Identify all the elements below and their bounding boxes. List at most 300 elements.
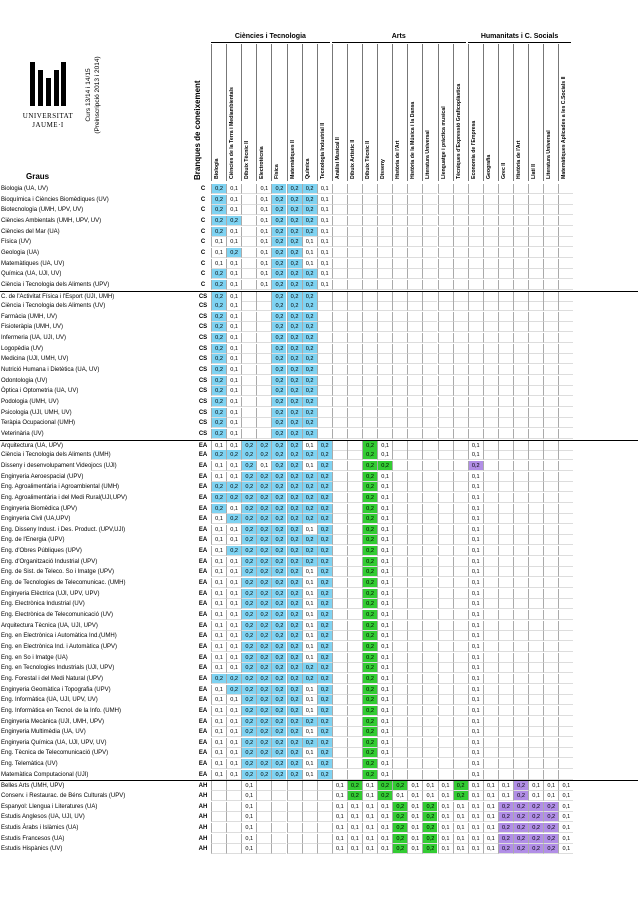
weight-cell [498, 450, 513, 460]
weight-cell: 0,1 [211, 514, 226, 524]
weight-cell: 0,2 [302, 216, 317, 226]
weight-cell: 0,2 [271, 674, 286, 684]
weight-cell [543, 525, 558, 535]
weight-cell [438, 685, 453, 695]
weight-cell: 0,1 [468, 663, 483, 673]
weight-cell [483, 376, 498, 386]
weight-cell: 0,2 [317, 493, 332, 503]
weight-cell [528, 599, 543, 609]
weight-cell [347, 441, 362, 451]
weight-cell: 0,1 [377, 504, 392, 514]
branch-code: EA [198, 761, 208, 768]
weight-cell [226, 781, 241, 791]
weight-cell [543, 567, 558, 577]
weight-cell [468, 248, 483, 258]
weight-cell [422, 418, 437, 428]
table-row [0, 610, 638, 620]
weight-cell: 0,2 [226, 248, 241, 258]
weight-cell [332, 717, 347, 727]
weight-cell [256, 397, 271, 407]
weight-cell: 0,1 [211, 535, 226, 545]
weight-cell: 0,1 [377, 663, 392, 673]
weight-cell [528, 578, 543, 588]
weight-cell: 0,2 [422, 844, 437, 854]
subject-header-20 [513, 44, 529, 181]
weight-cell [332, 674, 347, 684]
group-header-1: Arts [332, 32, 466, 43]
weight-cell: 0,1 [302, 695, 317, 705]
weight-cell: 0,1 [302, 567, 317, 577]
weight-cell: 0,2 [317, 727, 332, 737]
table-row [0, 514, 638, 524]
degree-name: Fisioteràpia (UMH, UV) [1, 324, 64, 331]
branch-code: AH [198, 793, 208, 800]
table-row [0, 727, 638, 737]
weight-cell [438, 610, 453, 620]
weight-cell [377, 237, 392, 247]
table-row [0, 248, 638, 258]
weight-cell [558, 663, 573, 673]
weight-cell [407, 578, 422, 588]
branch-code: EA [198, 526, 208, 533]
weight-cell: 0,2 [256, 450, 271, 460]
weight-cell: 0,2 [211, 408, 226, 418]
degree-name: Eng. d'Organització Industrial (UPV) [1, 558, 98, 565]
weight-cell: 0,2 [302, 312, 317, 322]
weight-cell [407, 322, 422, 332]
weight-cell [347, 759, 362, 769]
weight-cell [332, 184, 347, 194]
weight-cell: 0,1 [241, 781, 256, 791]
weight-cell: 0,2 [256, 706, 271, 716]
weight-cell: 0,1 [226, 642, 241, 652]
weight-cell [241, 301, 256, 311]
weight-cell: 0,2 [302, 514, 317, 524]
weight-cell [513, 322, 528, 332]
subject-label: Ciències de la Terra i Mediambientals [229, 87, 236, 179]
weight-cell [347, 216, 362, 226]
weight-cell: 0,1 [317, 216, 332, 226]
weight-cell [392, 301, 407, 311]
weight-cell [483, 642, 498, 652]
weight-cell [438, 292, 453, 302]
branch-code: C [200, 217, 206, 224]
weight-cell [498, 259, 513, 269]
weight-cell: 0,2 [287, 280, 302, 290]
branch-code: EA [198, 729, 208, 736]
weight-cell [513, 621, 528, 631]
weight-cell: 0,2 [302, 205, 317, 215]
weight-cell: 0,2 [211, 322, 226, 332]
weight-cell [483, 344, 498, 354]
weight-cell [438, 322, 453, 332]
weight-cell [362, 292, 377, 302]
weight-cell: 0,2 [211, 450, 226, 460]
weight-cell: 0,2 [362, 535, 377, 545]
weight-cell [483, 631, 498, 641]
weight-cell [256, 333, 271, 343]
weight-cell: 0,2 [271, 706, 286, 716]
branch-code: EA [198, 569, 208, 576]
weight-cell [422, 301, 437, 311]
weight-cell [498, 599, 513, 609]
weight-cell: 0,1 [468, 791, 483, 801]
weight-cell [377, 184, 392, 194]
weight-cell: 0,2 [287, 184, 302, 194]
weight-cell: 0,1 [226, 472, 241, 482]
weight-cell [241, 237, 256, 247]
weight-cell: 0,1 [377, 706, 392, 716]
branch-code: EA [198, 442, 208, 449]
weight-cell [392, 376, 407, 386]
weight-cell [453, 535, 468, 545]
weight-cell: 0,1 [317, 280, 332, 290]
weight-cell: 0,1 [211, 738, 226, 748]
weight-cell [558, 727, 573, 737]
weight-cell [347, 301, 362, 311]
weight-cell [558, 759, 573, 769]
weight-cell: 0,1 [226, 344, 241, 354]
weight-cell [558, 450, 573, 460]
degree-name: Química (UA, UJI, UV) [1, 271, 62, 278]
weight-cell: 0,1 [468, 557, 483, 567]
weight-cell [453, 216, 468, 226]
weight-cell [332, 578, 347, 588]
weight-cell: 0,1 [211, 441, 226, 451]
weight-cell: 0,2 [271, 535, 286, 545]
weight-cell [422, 706, 437, 716]
weight-cell [332, 429, 347, 439]
table-row [0, 663, 638, 673]
weight-cell [347, 450, 362, 460]
weight-cell [392, 418, 407, 428]
weight-cell: 0,1 [468, 812, 483, 822]
weight-cell [422, 344, 437, 354]
weight-cell [392, 514, 407, 524]
weight-cell [543, 376, 558, 386]
weight-cell: 0,2 [287, 535, 302, 545]
branch-code: CS [198, 377, 208, 384]
weight-cell: 0,2 [317, 653, 332, 663]
weight-cell [407, 450, 422, 460]
table-row [0, 599, 638, 609]
branch-code: CS [198, 420, 208, 427]
weight-cell: 0,2 [362, 514, 377, 524]
university-logo [20, 60, 76, 148]
weight-cell: 0,2 [362, 663, 377, 673]
course-caption [84, 45, 124, 145]
weight-cell: 0,1 [377, 450, 392, 460]
weight-cell [453, 301, 468, 311]
weight-cell [498, 748, 513, 758]
weight-cell: 0,1 [468, 610, 483, 620]
weight-cell [332, 312, 347, 322]
branch-code: C [200, 186, 206, 192]
degree-name: Ciències Ambientals (UMH, UPV, UV) [1, 217, 102, 224]
weight-cell [528, 429, 543, 439]
weight-cell: 0,2 [241, 748, 256, 758]
weight-cell [347, 589, 362, 599]
weight-cell: 0,1 [377, 834, 392, 844]
weight-cell: 0,1 [226, 770, 241, 780]
weight-cell [453, 717, 468, 727]
weight-cell: 0,2 [211, 301, 226, 311]
weight-cell [513, 770, 528, 780]
weight-cell [422, 663, 437, 673]
weight-cell: 0,1 [468, 759, 483, 769]
weight-cell: 0,1 [302, 259, 317, 269]
weight-cell [347, 663, 362, 673]
weight-cell: 0,2 [211, 674, 226, 684]
weight-cell [256, 418, 271, 428]
weight-cell [528, 418, 543, 428]
weight-cell: 0,1 [211, 695, 226, 705]
weight-cell [422, 504, 437, 514]
weight-cell [226, 802, 241, 812]
weight-cell: 0,1 [558, 791, 573, 801]
table-row [0, 482, 638, 492]
weight-cell [543, 344, 558, 354]
weight-cell: 0,2 [256, 695, 271, 705]
degree-name: Disseny i desenvolupament Videojocs (UJI) [1, 462, 117, 469]
weight-cell [543, 695, 558, 705]
weight-cell: 0,2 [256, 738, 271, 748]
weight-cell [347, 237, 362, 247]
branques-header: Branques de coneixement [193, 80, 202, 180]
weight-cell [256, 344, 271, 354]
weight-cell: 0,2 [302, 674, 317, 684]
weight-cell: 0,2 [287, 504, 302, 514]
weight-cell: 0,2 [256, 589, 271, 599]
weight-cell [453, 759, 468, 769]
weight-cell: 0,2 [302, 472, 317, 482]
subject-header-11 [377, 44, 393, 181]
weight-cell: 0,2 [498, 834, 513, 844]
weight-cell [347, 184, 362, 194]
weight-cell [513, 567, 528, 577]
weight-cell [498, 546, 513, 556]
degree-name: Veterinària (UV) [1, 430, 44, 437]
weight-cell [332, 441, 347, 451]
weight-cell [241, 280, 256, 290]
weight-cell: 0,2 [302, 397, 317, 407]
weight-cell: 0,1 [362, 834, 377, 844]
weight-cell [498, 482, 513, 492]
weight-cell: 0,1 [302, 248, 317, 258]
weight-cell [392, 333, 407, 343]
weight-cell [241, 429, 256, 439]
subject-label: Disseny [380, 159, 387, 179]
weight-cell [513, 429, 528, 439]
degree-name: Psicologia (UJI, UMH, UV) [1, 409, 72, 416]
weight-cell [256, 823, 271, 833]
weight-cell [453, 333, 468, 343]
weight-cell: 0,2 [362, 706, 377, 716]
weight-cell [498, 663, 513, 673]
weight-cell: 0,2 [302, 738, 317, 748]
weight-cell [438, 386, 453, 396]
weight-cell: 0,2 [422, 802, 437, 812]
weight-cell: 0,1 [468, 621, 483, 631]
weight-cell [528, 441, 543, 451]
table-row [0, 631, 638, 641]
weight-cell: 0,2 [287, 578, 302, 588]
weight-cell [332, 482, 347, 492]
weight-cell [498, 525, 513, 535]
degree-name: Enginyeria Biomèdica (UPV) [1, 505, 78, 512]
weight-cell: 0,2 [287, 386, 302, 396]
weight-cell: 0,2 [317, 567, 332, 577]
table-row [0, 589, 638, 599]
degree-name: Òptica i Optometria (UA, UV) [1, 388, 79, 395]
weight-cell [422, 461, 437, 471]
weight-cell: 0,2 [287, 610, 302, 620]
weight-cell [332, 770, 347, 780]
weight-cell [256, 354, 271, 364]
weight-cell [528, 514, 543, 524]
weight-cell [317, 823, 332, 833]
weight-cell [468, 397, 483, 407]
weight-cell [543, 759, 558, 769]
weight-cell [422, 685, 437, 695]
weight-cell [392, 386, 407, 396]
degree-name: Enginyeria Aeroespacial (UPV) [1, 473, 84, 480]
branch-code: C [200, 228, 206, 235]
weight-cell [498, 205, 513, 215]
weight-cell [332, 408, 347, 418]
weight-cell [498, 504, 513, 514]
weight-cell [453, 653, 468, 663]
weight-cell [558, 631, 573, 641]
weight-cell: 0,1 [453, 834, 468, 844]
weight-cell [543, 546, 558, 556]
weight-cell: 0,2 [543, 812, 558, 822]
weight-cell: 0,1 [226, 589, 241, 599]
weight-cell [513, 514, 528, 524]
weight-cell: 0,1 [377, 759, 392, 769]
weight-cell [528, 205, 543, 215]
weight-cell [453, 227, 468, 237]
weight-cell [543, 472, 558, 482]
weight-cell [392, 397, 407, 407]
weight-cell [438, 738, 453, 748]
weight-cell: 0,1 [226, 365, 241, 375]
weight-cell [347, 227, 362, 237]
branch-code: CS [198, 335, 208, 342]
weight-cell [483, 738, 498, 748]
weight-cell: 0,2 [362, 482, 377, 492]
weight-cell [377, 280, 392, 290]
weight-cell: 0,1 [226, 748, 241, 758]
weight-cell [392, 216, 407, 226]
weight-cell: 0,1 [377, 717, 392, 727]
weight-cell [558, 322, 573, 332]
weight-cell: 0,1 [226, 354, 241, 364]
weight-cell [528, 706, 543, 716]
degree-name: Eng. de l'Energia (UPV) [1, 537, 65, 544]
weight-cell: 0,1 [226, 429, 241, 439]
weight-cell: 0,1 [241, 791, 256, 801]
weight-cell [513, 727, 528, 737]
weight-cell [362, 418, 377, 428]
weight-cell [543, 504, 558, 514]
weight-cell: 0,2 [256, 663, 271, 673]
weight-cell: 0,2 [287, 216, 302, 226]
weight-cell: 0,2 [302, 717, 317, 727]
weight-cell [422, 631, 437, 641]
weight-cell [347, 418, 362, 428]
weight-cell [438, 333, 453, 343]
weight-cell [362, 408, 377, 418]
weight-cell: 0,2 [287, 301, 302, 311]
weight-cell [528, 312, 543, 322]
weight-cell: 0,2 [271, 386, 286, 396]
weight-cell [392, 482, 407, 492]
weight-cell [362, 354, 377, 364]
weight-cell [407, 567, 422, 577]
weight-cell: 0,1 [468, 472, 483, 482]
weight-cell [558, 205, 573, 215]
weight-cell [438, 631, 453, 641]
weight-cell: 0,1 [438, 823, 453, 833]
weight-cell: 0,2 [362, 621, 377, 631]
table-row [0, 642, 638, 652]
table-row [0, 429, 638, 439]
weight-cell [362, 344, 377, 354]
weight-cell [407, 386, 422, 396]
weight-cell [317, 376, 332, 386]
weight-cell [347, 322, 362, 332]
weight-cell [498, 685, 513, 695]
weight-cell [317, 791, 332, 801]
weight-cell [422, 322, 437, 332]
weight-cell [332, 248, 347, 258]
weight-cell: 0,1 [468, 493, 483, 503]
weight-cell [528, 589, 543, 599]
weight-cell [543, 631, 558, 641]
weight-cell [483, 418, 498, 428]
table-row [0, 791, 638, 801]
weight-cell [407, 685, 422, 695]
table-row [0, 525, 638, 535]
weight-cell [558, 706, 573, 716]
weight-cell [407, 674, 422, 684]
weight-cell [483, 195, 498, 205]
weight-cell [438, 227, 453, 237]
weight-cell [453, 429, 468, 439]
weight-cell: 0,2 [241, 525, 256, 535]
weight-cell [211, 844, 226, 854]
weight-cell [332, 535, 347, 545]
weight-cell [483, 482, 498, 492]
weight-cell: 0,2 [256, 557, 271, 567]
weight-cell: 0,1 [558, 781, 573, 791]
weight-cell [528, 408, 543, 418]
weight-cell: 0,1 [226, 259, 241, 269]
weight-cell [362, 386, 377, 396]
weight-cell [483, 441, 498, 451]
branch-code: EA [198, 580, 208, 587]
subject-label: Història de l'Art [516, 140, 522, 179]
weight-cell [407, 418, 422, 428]
weight-cell: 0,1 [422, 781, 437, 791]
weight-cell: 0,1 [468, 482, 483, 492]
subject-header-12 [392, 44, 408, 181]
weight-cell [558, 472, 573, 482]
branch-code: EA [198, 675, 208, 682]
weight-cell: 0,1 [211, 578, 226, 588]
weight-cell [543, 557, 558, 567]
